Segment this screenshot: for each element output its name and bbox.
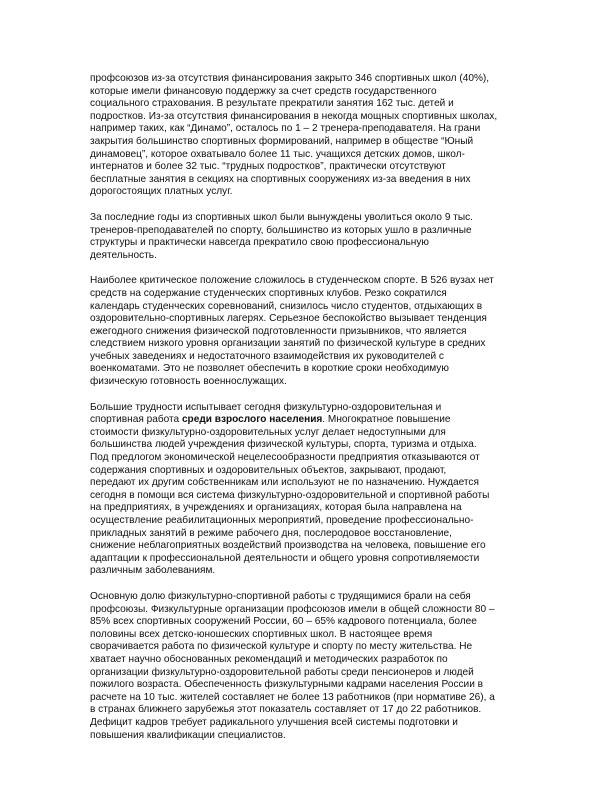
text-line: За последние годы из спортивных школ были вынуждены уволиться около 9 тыс. bbox=[90, 211, 473, 223]
paragraph-2 bbox=[90, 212, 522, 262]
text-line: следствием низкого уровня организации занятий по физической культуре в средних bbox=[90, 338, 486, 350]
text-line: календарь студенческих соревнований, снизилось число студентов, отдыхающих в bbox=[90, 300, 483, 312]
text-line: организации физкультурно-оздоровительной работы среди пенсионеров и людей bbox=[90, 666, 474, 678]
text-line: стоимости физкультурно-оздоровительных услуг делает недоступными для bbox=[90, 426, 446, 438]
text-line: половины всех детско-юношеских спортивных школ. В настоящее время bbox=[90, 628, 433, 640]
text-line: передают их другим собственникам или используют не по назначению. Нуждается bbox=[90, 477, 479, 489]
text-line: профсоюзы. Физкультурные организации профсоюзов имели в общей сложности 80 – bbox=[90, 603, 495, 615]
text-line: прикладных занятий в режиме рабочего дня, послеродовое восстановление, bbox=[90, 527, 452, 539]
text-line: хватает научно обоснованных рекомендаций и методических разработок по bbox=[90, 653, 448, 665]
text-line: социального страхования. В результате прекратили занятия 162 тыс. детей и bbox=[90, 98, 454, 110]
text-line: средств на содержание студенческих спортивных клубов. Резко сократился bbox=[90, 287, 447, 299]
text-run: спортивная работа bbox=[90, 414, 182, 426]
document-body bbox=[90, 73, 522, 755]
text-line: оздоровительно-спортивных лагерях. Серьезное беспокойство вызывает тенденция bbox=[90, 313, 487, 325]
text-line: тренеров-преподавателей по спорту, большинство из которых ушло в различные bbox=[90, 224, 472, 236]
text-line: структуры и практически навсегда прекратило свою профессиональную bbox=[90, 237, 429, 249]
paragraph-5 bbox=[90, 591, 522, 742]
text-line: различным заболеваниям. bbox=[90, 565, 216, 577]
text-line: адаптации к профессиональной деятельности и общего уровня сопротивляемости bbox=[90, 552, 480, 564]
text-line: которые имели финансовую поддержку за счет средств государственного bbox=[90, 85, 437, 97]
text-line: физическую готовность военнослужащих. bbox=[90, 376, 287, 388]
text-line: Наиболее критическое положение сложилось в студенческом спорте. В 526 вузах нет bbox=[90, 275, 494, 287]
text-line: военкоматами. Это не позволяет обеспечить в короткие сроки необходимую bbox=[90, 363, 449, 375]
text-line: сворачивается работа по физической культуре и спорту по месту жительства. Не bbox=[90, 641, 473, 653]
text-line: содержания спортивных и оздоровительных объектов, закрывают, продают, bbox=[90, 464, 447, 476]
text-line: Основную долю физкультурно-спортивной работы с трудящимися брали на себя bbox=[90, 590, 471, 602]
text-line: подростков. Из-за отсутствия финансирования в некогда мощных спортивных школах, bbox=[90, 110, 498, 122]
text-line: Дефицит кадров требует радикального улучшения всей системы подготовки и bbox=[90, 716, 458, 728]
paragraph-1 bbox=[90, 73, 522, 199]
text-line: Большие трудности испытывает сегодня физкультурно-оздоровительная и bbox=[90, 401, 442, 413]
text-line: деятельность. bbox=[90, 249, 157, 261]
text-line: профсоюзов из-за отсутствия финансирования закрыто 346 спортивных школ (40%), bbox=[90, 73, 490, 84]
text-line: на предприятиях, в учреждениях и организациях, которая была направлена на bbox=[90, 502, 462, 514]
text-line: ежегодного снижения физической подготовленности призывников, что является bbox=[90, 325, 467, 337]
text-line: в странах ближнего зарубежья этот показатель составляет от 17 до 22 работников. bbox=[90, 704, 482, 716]
text-line: пожилого возраста. Обеспеченность физкультурными кадрами населения России в bbox=[90, 679, 483, 691]
text-line: например таких, как “Динамо”, осталось по 1 – 2 тренера-преподавателя. На грани bbox=[90, 123, 481, 135]
text-line: снижение неблагоприятных воздействий производства на человека, повышение его bbox=[90, 540, 486, 552]
paragraph-4 bbox=[90, 402, 522, 578]
text-line: бесплатные занятия в секциях на спортивных сооружениях из-за введения в них bbox=[90, 173, 471, 185]
text-run: . Многократное повышение bbox=[322, 414, 451, 426]
text-line: интернатов и более 32 тыс. “трудных подростков”, практически отсутствуют bbox=[90, 161, 446, 173]
text-line: сегодня в помощи вся система физкультурно-оздоровительной и спортивной работы bbox=[90, 489, 490, 501]
text-line bbox=[90, 414, 522, 427]
text-line: осуществление реабилитационных мероприятий, проведение профессионально- bbox=[90, 515, 474, 526]
text-line: динамовец”, которое охватывало более 11 тыс. учащихся детских домов, школ- bbox=[90, 148, 465, 160]
text-line: Под предлогом экономической нецелесообразности предприятия отказываются от bbox=[90, 452, 480, 464]
text-line: учебных заведениях и недостаточного взаимодействия их руководителей с bbox=[90, 350, 444, 362]
text-line: расчете на 10 тыс. жителей составляет не более 13 работников (при нормативе 26), а bbox=[90, 691, 495, 703]
text-line: повышения квалификации специалистов. bbox=[90, 729, 286, 741]
text-line: дорогостоящих платных услуг. bbox=[90, 186, 233, 198]
text-line: большинства людей учреждения физической культуры, спорта, туризма и отдыха. bbox=[90, 439, 477, 451]
emphasis-text: среди взрослого населения bbox=[181, 414, 323, 426]
text-line: 85% всех спортивных сооружений России, 60 – 65% кадрового потенциала, более bbox=[90, 616, 477, 628]
paragraph-3 bbox=[90, 275, 522, 388]
text-line: закрытия большинство спортивных формирований, например в обществе “Юный bbox=[90, 135, 474, 147]
